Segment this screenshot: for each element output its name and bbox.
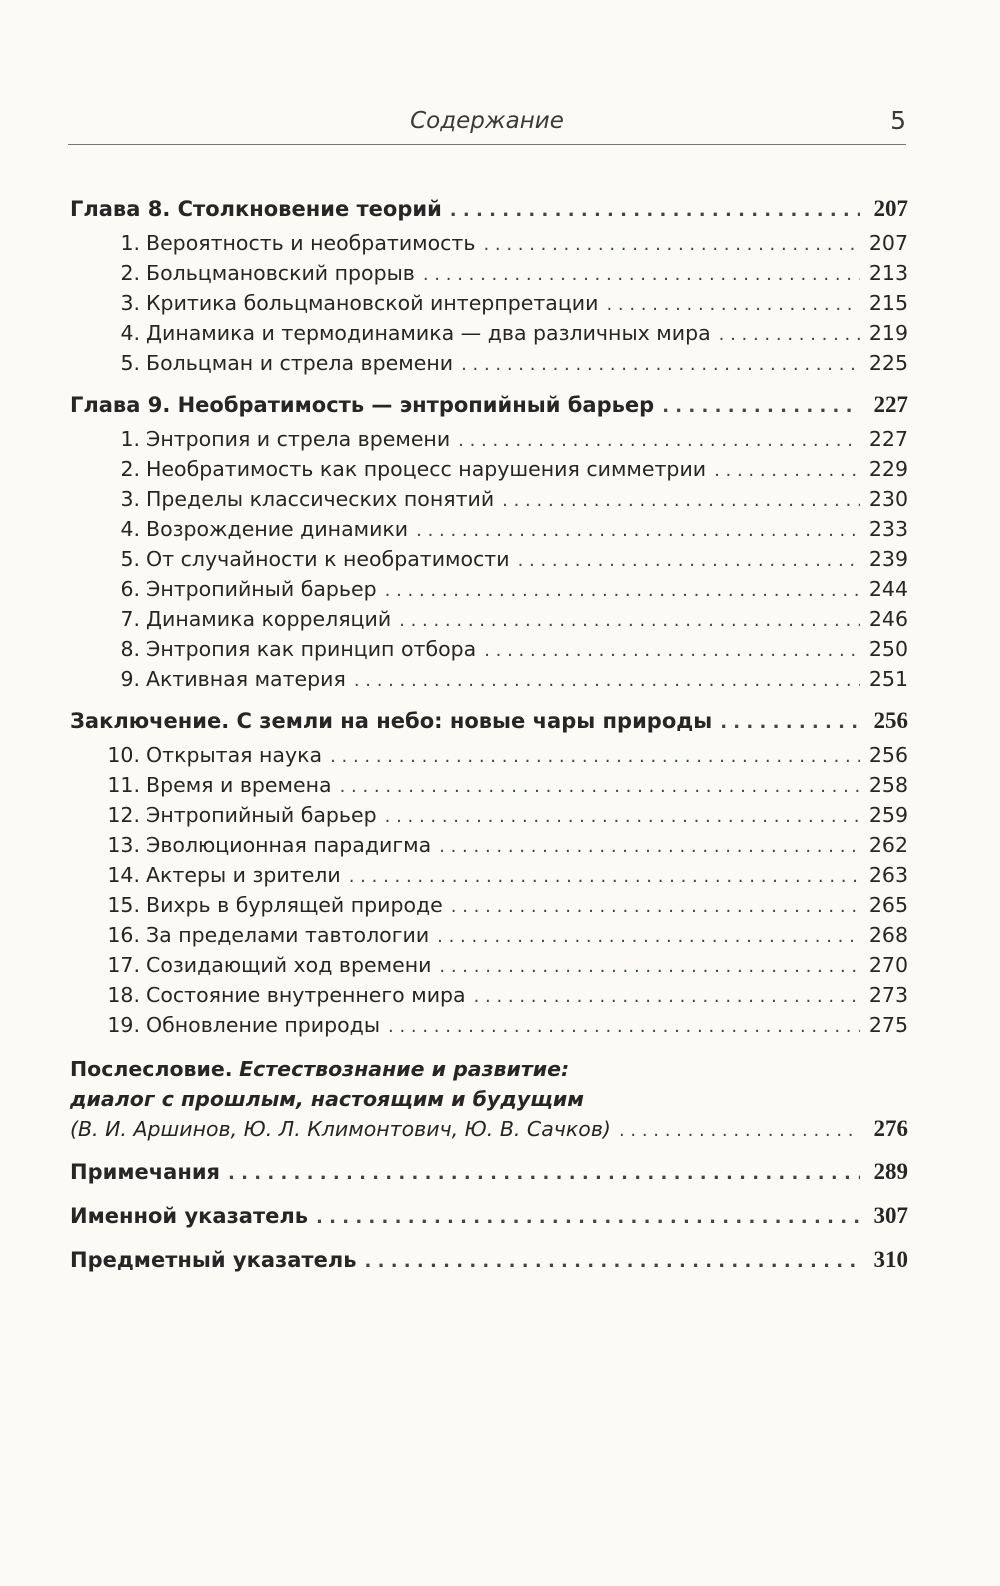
notes-page: 289 [873, 1159, 908, 1184]
section-number: 5. [120, 351, 140, 375]
section-title: Необратимость как процесс нарушения симметрии [146, 457, 707, 481]
toc-afterword[interactable] [70, 1054, 908, 1144]
toc-section[interactable] [70, 484, 908, 514]
toc-section[interactable] [70, 664, 908, 694]
toc-section[interactable] [70, 228, 908, 258]
section-page: 250 [868, 637, 908, 661]
section-number: 11. [107, 773, 140, 797]
section-page: 258 [868, 773, 908, 797]
section-page: 256 [868, 743, 908, 767]
toc-section[interactable] [70, 1010, 908, 1040]
section-page: 270 [868, 953, 908, 977]
section-title: Возрождение динамики [146, 517, 409, 541]
toc-section[interactable] [70, 604, 908, 634]
section-page: 239 [868, 547, 908, 571]
section-title: Энтропийный барьер [146, 803, 377, 827]
section-title: Динамика корреляций [146, 607, 392, 631]
section-page: 219 [868, 321, 908, 345]
name-index-page: 307 [873, 1203, 908, 1228]
section-page: 273 [868, 983, 908, 1007]
toc-chapter-9[interactable] [70, 386, 908, 424]
toc-chapter-8[interactable] [70, 190, 908, 228]
leader-dots [502, 486, 860, 516]
leader-dots [416, 516, 860, 546]
section-number: 19. [107, 1013, 140, 1037]
toc-section[interactable] [70, 288, 908, 318]
toc-section[interactable] [70, 424, 908, 454]
section-title: Активная материя [146, 667, 346, 691]
leader-dots [385, 576, 860, 606]
leader-dots [474, 982, 860, 1012]
section-title: Вероятность и необратимость [146, 231, 476, 255]
section-page: 227 [868, 427, 908, 451]
section-title: Вихрь в бурлящей природе [146, 893, 443, 917]
chapter-title: Глава 8. Столкновение теорий [70, 197, 442, 221]
toc-section[interactable] [70, 800, 908, 830]
page-header [68, 104, 906, 145]
section-title: Состояние внутреннего мира [146, 983, 466, 1007]
section-page: 246 [868, 607, 908, 631]
section-title: Созидающий ход времени [146, 953, 432, 977]
section-title: Эволюционная парадигма [146, 833, 432, 857]
notes-title: Примечания [70, 1160, 221, 1184]
leader-dots [340, 772, 860, 802]
section-number: 1. [120, 231, 140, 255]
section-page: 259 [868, 803, 908, 827]
section-page: 251 [868, 667, 908, 691]
section-number: 6. [120, 577, 140, 601]
subject-index-page: 310 [873, 1247, 908, 1272]
afterword-title-line1: Естествознание и развитие: [239, 1057, 570, 1081]
section-page: 229 [868, 457, 908, 481]
toc-section[interactable] [70, 860, 908, 890]
subject-index-title: Предметный указатель [70, 1248, 357, 1272]
section-number: 2. [120, 261, 140, 285]
toc-section[interactable] [70, 980, 908, 1010]
running-title: Содержание [410, 108, 564, 134]
section-number: 3. [120, 291, 140, 315]
leader-dots [228, 1152, 860, 1196]
section-page: 233 [868, 517, 908, 541]
toc-section[interactable] [70, 740, 908, 770]
section-number: 10. [107, 743, 140, 767]
leader-dots [388, 1012, 860, 1042]
section-title: Актеры и зрители [146, 863, 341, 887]
section-page: 207 [868, 231, 908, 255]
section-title: Время и времена [146, 773, 332, 797]
leader-dots [439, 952, 860, 982]
section-title: Энтропийный барьер [146, 577, 377, 601]
section-page: 265 [868, 893, 908, 917]
section-page: 262 [868, 833, 908, 857]
leader-dots [330, 742, 860, 772]
toc-section[interactable] [70, 830, 908, 860]
chapter-title: Заключение. С земли на небо: новые чары природы [70, 709, 713, 733]
leader-dots [518, 546, 860, 576]
leader-dots [316, 1196, 860, 1240]
section-number: 7. [120, 607, 140, 631]
leader-dots [461, 350, 860, 380]
toc-section[interactable] [70, 634, 908, 664]
leader-dots [619, 1116, 860, 1146]
leader-dots [399, 606, 860, 636]
toc-section[interactable] [70, 890, 908, 920]
section-number: 16. [107, 923, 140, 947]
toc-section[interactable] [70, 770, 908, 800]
leader-dots [484, 636, 860, 666]
section-title: Открытая наука [146, 743, 323, 767]
section-number: 9. [120, 667, 140, 691]
section-number: 4. [120, 321, 140, 345]
leader-dots [714, 456, 860, 486]
chapter-page: 207 [873, 196, 908, 221]
leader-dots [483, 230, 860, 260]
section-page: 215 [868, 291, 908, 315]
section-number: 3. [120, 487, 140, 511]
section-title: Обновление природы [146, 1013, 381, 1037]
section-number: 4. [120, 517, 140, 541]
leader-dots [354, 666, 860, 696]
afterword-page: 276 [873, 1116, 908, 1141]
leader-dots [719, 320, 860, 350]
section-page: 275 [868, 1013, 908, 1037]
section-number: 1. [120, 427, 140, 451]
leader-dots [437, 922, 860, 952]
toc-section[interactable] [70, 920, 908, 950]
section-title: Критика больцмановской интерпретации [146, 291, 599, 315]
leader-dots [606, 290, 860, 320]
leader-dots [364, 1240, 860, 1284]
toc-section[interactable] [70, 258, 908, 288]
section-page: 263 [868, 863, 908, 887]
afterword-label: Послесловие. [70, 1057, 233, 1081]
chapter-title: Глава 9. Необратимость — энтропийный барьер [70, 393, 655, 417]
section-title: От случайности к необратимости [146, 547, 510, 571]
page-number: 5 [890, 106, 906, 135]
section-title: Динамика и термодинамика — два различных мира [146, 321, 711, 345]
section-number: 17. [107, 953, 140, 977]
section-title: Больцман и стрела времени [146, 351, 454, 375]
leader-dots [423, 260, 860, 290]
toc-notes[interactable] [70, 1150, 908, 1194]
leader-dots [349, 862, 860, 892]
section-title: Энтропия как принцип отбора [146, 637, 477, 661]
toc-name-index[interactable] [70, 1194, 908, 1238]
toc-subject-index[interactable] [70, 1238, 908, 1282]
section-title: Энтропия и стрела времени [146, 427, 451, 451]
section-number: 8. [120, 637, 140, 661]
section-number: 14. [107, 863, 140, 887]
section-page: 244 [868, 577, 908, 601]
section-title: Больцмановский прорыв [146, 261, 415, 285]
toc-section[interactable] [70, 318, 908, 348]
section-page: 213 [868, 261, 908, 285]
leader-dots [662, 388, 860, 426]
afterword-title-line2: диалог с прошлым, настоящим и будущим [70, 1087, 584, 1111]
table-of-contents [70, 182, 908, 1282]
leader-dots [451, 892, 860, 922]
section-title: За пределами тавтологии [146, 923, 430, 947]
section-page: 230 [868, 487, 908, 511]
toc-section[interactable] [70, 544, 908, 574]
section-title: Пределы классических понятий [146, 487, 495, 511]
name-index-title: Именной указатель [70, 1204, 309, 1228]
toc-section[interactable] [70, 454, 908, 484]
toc-section[interactable] [70, 348, 908, 378]
toc-section[interactable] [70, 950, 908, 980]
toc-conclusion[interactable] [70, 702, 908, 740]
leader-dots [439, 832, 860, 862]
toc-section[interactable] [70, 514, 908, 544]
section-number: 2. [120, 457, 140, 481]
section-number: 15. [107, 893, 140, 917]
chapter-page: 227 [873, 392, 908, 417]
chapter-page: 256 [873, 708, 908, 733]
leader-dots [385, 802, 860, 832]
section-page: 268 [868, 923, 908, 947]
section-number: 5. [120, 547, 140, 571]
leader-dots [450, 192, 860, 230]
section-page: 225 [868, 351, 908, 375]
section-number: 13. [107, 833, 140, 857]
section-number: 12. [107, 803, 140, 827]
leader-dots [458, 426, 860, 456]
afterword-authors: (В. И. Аршинов, Ю. Л. Климонтович, Ю. В. Сачков) [70, 1117, 611, 1141]
section-number: 18. [107, 983, 140, 1007]
toc-section[interactable] [70, 574, 908, 604]
leader-dots [720, 704, 860, 742]
